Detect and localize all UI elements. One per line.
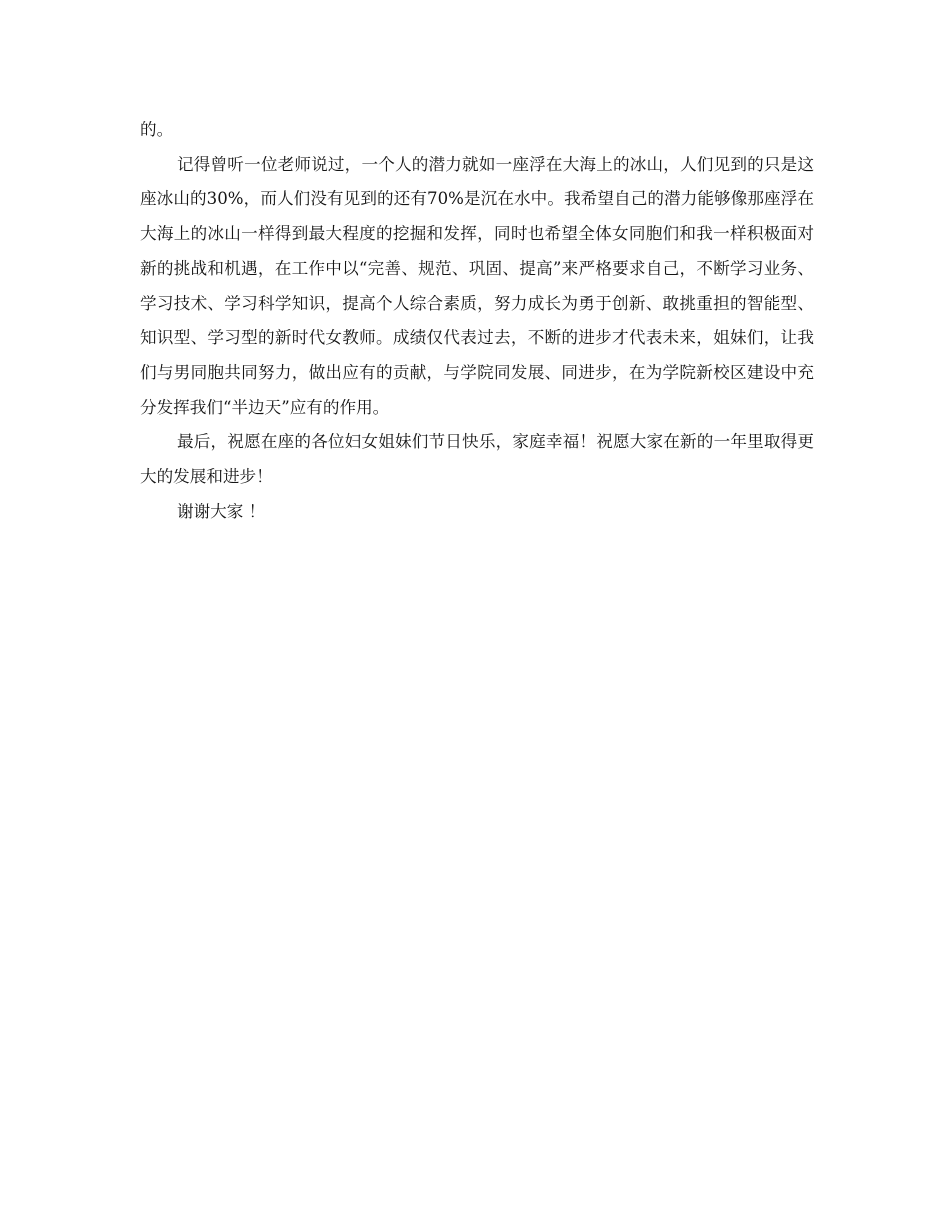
paragraph-thanks: 谢谢大家 ！: [177, 501, 266, 521]
paragraph-continuation: 的。: [140, 120, 174, 139]
paragraph-closing-wishes: 最后，祝愿在座的各位妇女姐妹们节日快乐，家庭幸福！祝愿大家在新的一年里取得更大的发展和进步！: [140, 432, 814, 487]
paragraph-iceberg-potential: 记得曾听一位老师说过，一个人的潜力就如一座浮在大海上的冰山，人们见到的只是这座冰山的30%，而人们没有见到的还有70%是沉在水中。我希望自己的潜力能够像那座浮在大海上的冰山一样得到最大程度的挖掘和发挥，同时也希望全体女同胞们和我一样积极面对新的挑战和机遇，在工作中以“完善、规范、巩固、提高”来严格要求自己，不断学习业务、学习技术、学习科学知识，提高个人综合素质，努力成长为勇于创新、敢挑重担的智能型、知识型、学习型的新时代女教师。成绩仅代表过去，不断的进步才代表未来，姐妹们，让我们与男同胞共同努力，做出应有的贡献，与学院同发展、同进步，在为学院新校区建设中充分发挥我们“半边天”应有的作用。: [140, 154, 814, 417]
document-body: [140, 113, 814, 529]
